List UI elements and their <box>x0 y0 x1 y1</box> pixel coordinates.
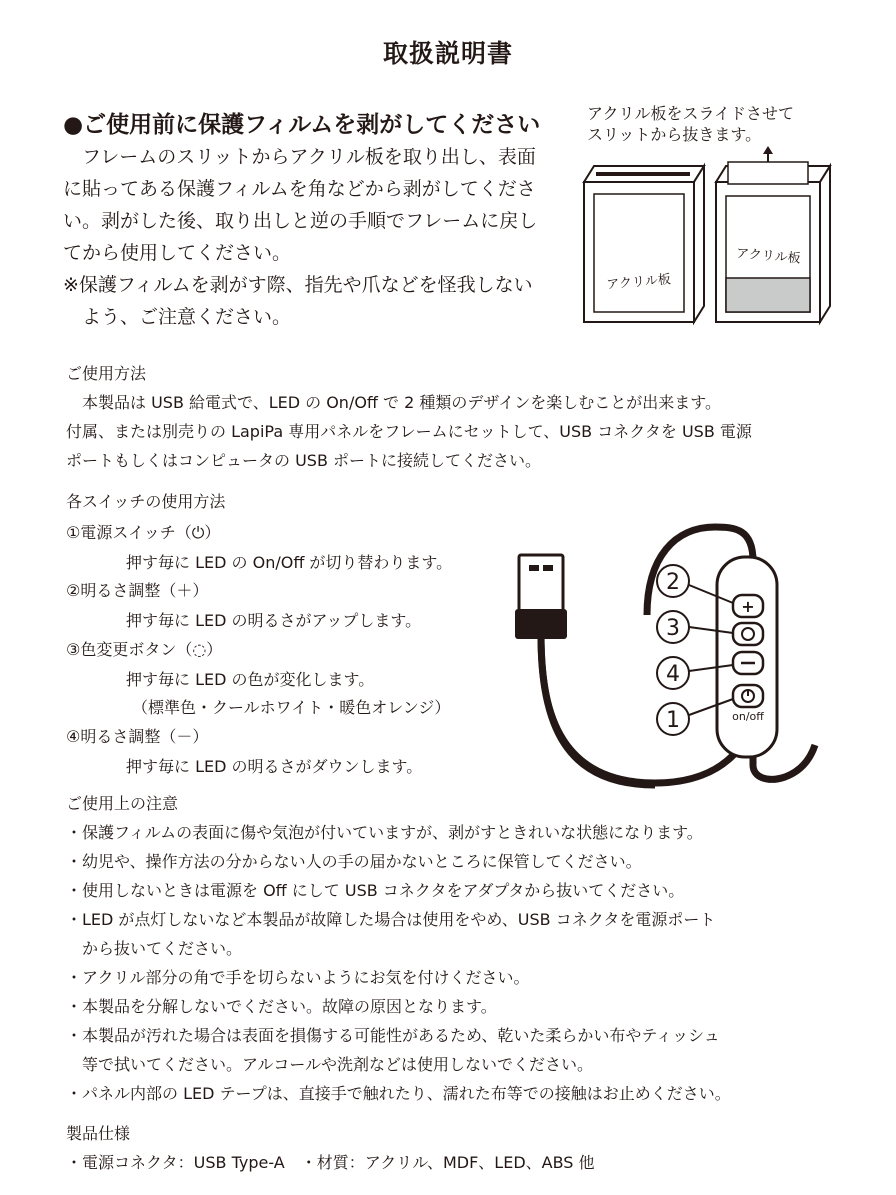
onoff-label: on/off <box>732 710 764 723</box>
caution-line: ・使用しないときは電源を Off にして USB コネクタをアダプタから抜いてください。 <box>66 881 685 900</box>
switch-desc: 押す毎に LED の色が変化します。 <box>126 670 375 689</box>
caution-line: ・保護フィルムの表面に傷や気泡が付いていますが、剥がすときれいな状態になります。 <box>66 823 703 842</box>
switch-desc: 押す毎に LED の明るさがアップします。 <box>126 611 422 630</box>
frame-right <box>716 162 830 322</box>
usage-line: ポートもしくはコンピュータの USB ポートに接続してください。 <box>66 451 542 470</box>
usage-heading: ご使用方法 <box>66 364 147 383</box>
caution-line: ・パネル内部の LED テープは、直接手で触れたり、濡れた布等での接触はお止めください。 <box>66 1084 731 1103</box>
switch-desc: 押す毎に LED の明るさがダウンします。 <box>126 757 423 776</box>
switch-label: ④明るさ調整（－） <box>66 727 209 746</box>
frames-illustration <box>580 140 840 340</box>
arrow-head-icon <box>763 146 773 154</box>
color-button-icon <box>733 623 763 645</box>
page-title: 取扱説明書 <box>382 39 513 68</box>
figure1-caption <box>587 103 794 145</box>
switch-controller <box>717 557 777 757</box>
switch-label: ①電源スイッチ（⏻） <box>66 523 221 542</box>
svg-text:4: 4 <box>666 662 680 687</box>
switches-heading: 各スイッチの使用方法 <box>66 492 226 511</box>
warning-line: フレームのスリットからアクリル板を取り出し、表面 <box>63 146 536 168</box>
svg-text:2: 2 <box>666 570 680 595</box>
caution-line: ・幼児や、操作方法の分からない人の手の届かないところに保管してください。 <box>66 852 642 871</box>
specs-line: ・電源コネクタ：USB Type-A ・材質：アクリル、MDF、LED、ABS 他 <box>66 1153 595 1172</box>
usage-line: 本製品は USB 給電式で、LED の On/Off で 2 種類のデザインを楽しむことが出来ます。 <box>66 393 721 412</box>
warning-line: よう、ご注意ください。 <box>63 306 292 328</box>
caption-line: スリットから抜きます。 <box>587 125 762 144</box>
caution-line: ・LED が点灯しないなど本製品が故障した場合は使用をやめ、USB コネクタを電源ポート <box>66 910 716 929</box>
switch-label: ③色変更ボタン（◌） <box>66 640 223 659</box>
frame-left <box>584 166 704 322</box>
warning-heading: ●ご使用前に保護フィルムを剥がしてください <box>63 112 541 138</box>
warning-line: に貼ってある保護フィルムを角などから剥がしてくださ <box>63 178 536 200</box>
switch-desc-colors: （標準色・クールホワイト・暖色オレンジ） <box>132 698 451 717</box>
warning-line: い。剥がした後、取り出しと逆の手順でフレームに戻し <box>63 210 538 232</box>
specs-heading: 製品仕様 <box>66 1124 131 1143</box>
caption-line: アクリル板をスライドさせて <box>587 104 795 123</box>
svg-text:3: 3 <box>666 616 680 641</box>
switch-desc: 押す毎に LED の On/Off が切り替わります。 <box>126 553 453 572</box>
caution-line: ・アクリル部分の角で手を切らないようにお気を付けください。 <box>66 968 530 987</box>
usb-plug <box>515 555 567 639</box>
svg-text:1: 1 <box>666 708 680 733</box>
acrylic-label-right: アクリル板 <box>735 246 802 267</box>
caution-line: ・本製品が汚れた場合は表面を損傷する可能性があるため、乾いた柔らかい布やティッシュ <box>66 1026 720 1045</box>
warning-line: てから使用してください。 <box>63 242 292 264</box>
caution-line: から抜いてください。 <box>66 939 243 958</box>
switch-label: ②明るさ調整（＋） <box>66 581 209 600</box>
acrylic-plate <box>728 162 808 184</box>
usb-controller-illustration <box>505 515 835 795</box>
caution-line: 等で拭いてください。アルコールや洗剤などは使用しないでください。 <box>66 1055 594 1074</box>
warning-line: ※保護フィルムを剥がす際、指先や爪などを怪我しない <box>63 274 533 296</box>
svg-text:+: + <box>741 597 755 616</box>
acrylic-label-left: アクリル板 <box>605 272 672 293</box>
usage-line: 付属、または別売りの LapiPa 専用パネルをフレームにセットして、USB コネクタを USB 電源 <box>66 422 752 441</box>
cautions-heading: ご使用上の注意 <box>66 794 179 813</box>
caution-line: ・本製品を分解しないでください。故障の原因となります。 <box>66 997 497 1016</box>
